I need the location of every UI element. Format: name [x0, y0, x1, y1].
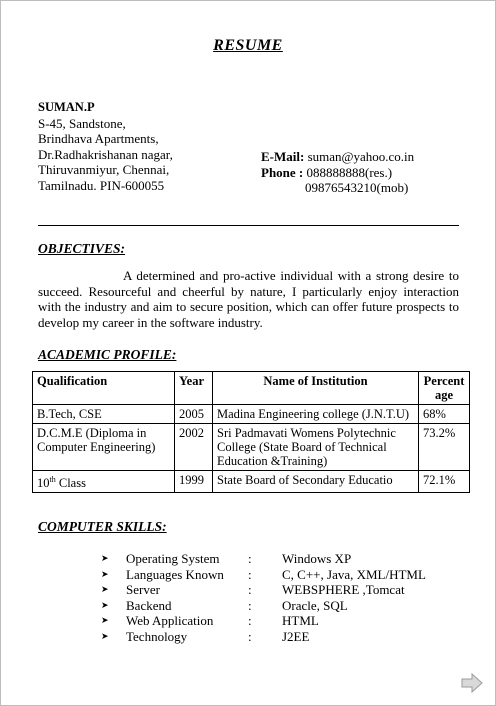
arrow-bullet-icon: ➤	[101, 630, 109, 641]
list-item	[101, 551, 482, 567]
page-title: RESUME	[213, 37, 283, 54]
address-line: S-45, Sandstone,	[38, 115, 126, 131]
header-year: Year	[175, 372, 213, 405]
objectives-heading: OBJECTIVES:	[38, 241, 126, 256]
skills-list	[101, 551, 482, 645]
cell-institution: State Board of Secondary Educatio	[213, 471, 419, 493]
skill-value: Oracle, SQL	[282, 597, 348, 613]
address-line: Brindhava Apartments,	[38, 131, 159, 146]
table-row	[33, 471, 470, 493]
skill-separator: :	[248, 613, 252, 629]
arrow-bullet-icon: ➤	[101, 599, 109, 610]
cell-qualification: B.Tech, CSE	[33, 405, 175, 424]
arrow-bullet-icon: ➤	[101, 615, 109, 626]
address-line: Tamilnadu. PIN-600055	[38, 177, 165, 193]
phone-mob: 09876543210(mob)	[305, 180, 409, 195]
cell-institution: Madina Engineering college (J.N.T.U)	[213, 405, 419, 424]
cell-year: 2005	[175, 405, 213, 424]
skill-label: Backend	[126, 597, 172, 613]
skill-separator: :	[248, 566, 252, 582]
academic-heading: ACADEMIC PROFILE:	[38, 347, 177, 362]
address-line: Dr.Radhakrishanan nagar,	[38, 146, 173, 162]
cell-percentage: 68%	[419, 405, 470, 424]
cell-percentage: 72.1%	[419, 471, 470, 493]
cell-percentage: 73.2%	[419, 424, 470, 471]
next-arrow-icon[interactable]	[460, 673, 484, 693]
header-qualification: Qualification	[33, 372, 175, 405]
address-line: Thiruvanmiyur, Chennai,	[38, 162, 170, 177]
header-institution: Name of Institution	[213, 372, 419, 405]
address-block	[38, 100, 173, 193]
academic-table	[32, 371, 470, 493]
cell-year: 2002	[175, 424, 213, 471]
skill-separator: :	[248, 551, 252, 566]
divider	[38, 225, 459, 226]
skill-label: Languages Known	[126, 566, 224, 582]
table-row	[33, 424, 470, 471]
arrow-bullet-icon: ➤	[101, 553, 109, 563]
table-header-row	[33, 372, 470, 405]
skill-label: Server	[126, 582, 160, 598]
skill-value: HTML	[282, 613, 319, 629]
objectives-text	[38, 268, 459, 330]
phone-label: Phone :	[261, 164, 304, 180]
skill-separator: :	[248, 597, 252, 613]
table-row	[33, 405, 470, 424]
list-item	[101, 613, 482, 629]
email-line	[261, 149, 414, 165]
skill-label: Web Application	[126, 613, 214, 629]
skill-value: C, C++, Java, XML/HTML	[282, 566, 426, 582]
list-item	[101, 567, 482, 583]
header-percentage: Percent age	[419, 372, 470, 405]
skills-heading: COMPUTER SKILLS:	[38, 519, 167, 534]
list-item	[101, 582, 482, 598]
email-value: suman@yahoo.co.in	[307, 149, 415, 164]
email-label: E-Mail:	[261, 149, 305, 164]
list-item	[101, 598, 482, 614]
skill-separator: :	[248, 582, 252, 598]
skill-value: J2EE	[282, 628, 310, 644]
arrow-bullet-icon: ➤	[101, 584, 109, 595]
skill-value: Windows XP	[282, 551, 352, 566]
contact-block	[261, 149, 414, 196]
candidate-name: SUMAN.P	[38, 100, 95, 114]
cell-year: 1999	[175, 471, 213, 493]
objectives-body: A determined and pro-active individual with a strong desire to succeed. Resourceful and cheerful by nature, I particularly enjoy interaction with the industry and aim to secure position, which can offer future prospects to develop my career in the software industry.	[38, 268, 459, 330]
skill-label: Operating System	[126, 551, 220, 566]
cell-institution: Sri Padmavati Womens Polytechnic College (State Board of Technical Education &Training)	[213, 424, 419, 471]
arrow-bullet-icon: ➤	[101, 568, 109, 579]
list-item	[101, 629, 482, 645]
cell-qualification: D.C.M.E (Diploma in Computer Engineering)	[33, 424, 175, 471]
skill-separator: :	[248, 628, 252, 644]
phone-line	[261, 165, 414, 181]
phone-res: 088888888(res.)	[306, 164, 393, 180]
skill-label: Technology	[126, 628, 188, 644]
cell-qualification: 10th Class	[33, 471, 175, 493]
skill-value: WEBSPHERE ,Tomcat	[282, 582, 405, 598]
